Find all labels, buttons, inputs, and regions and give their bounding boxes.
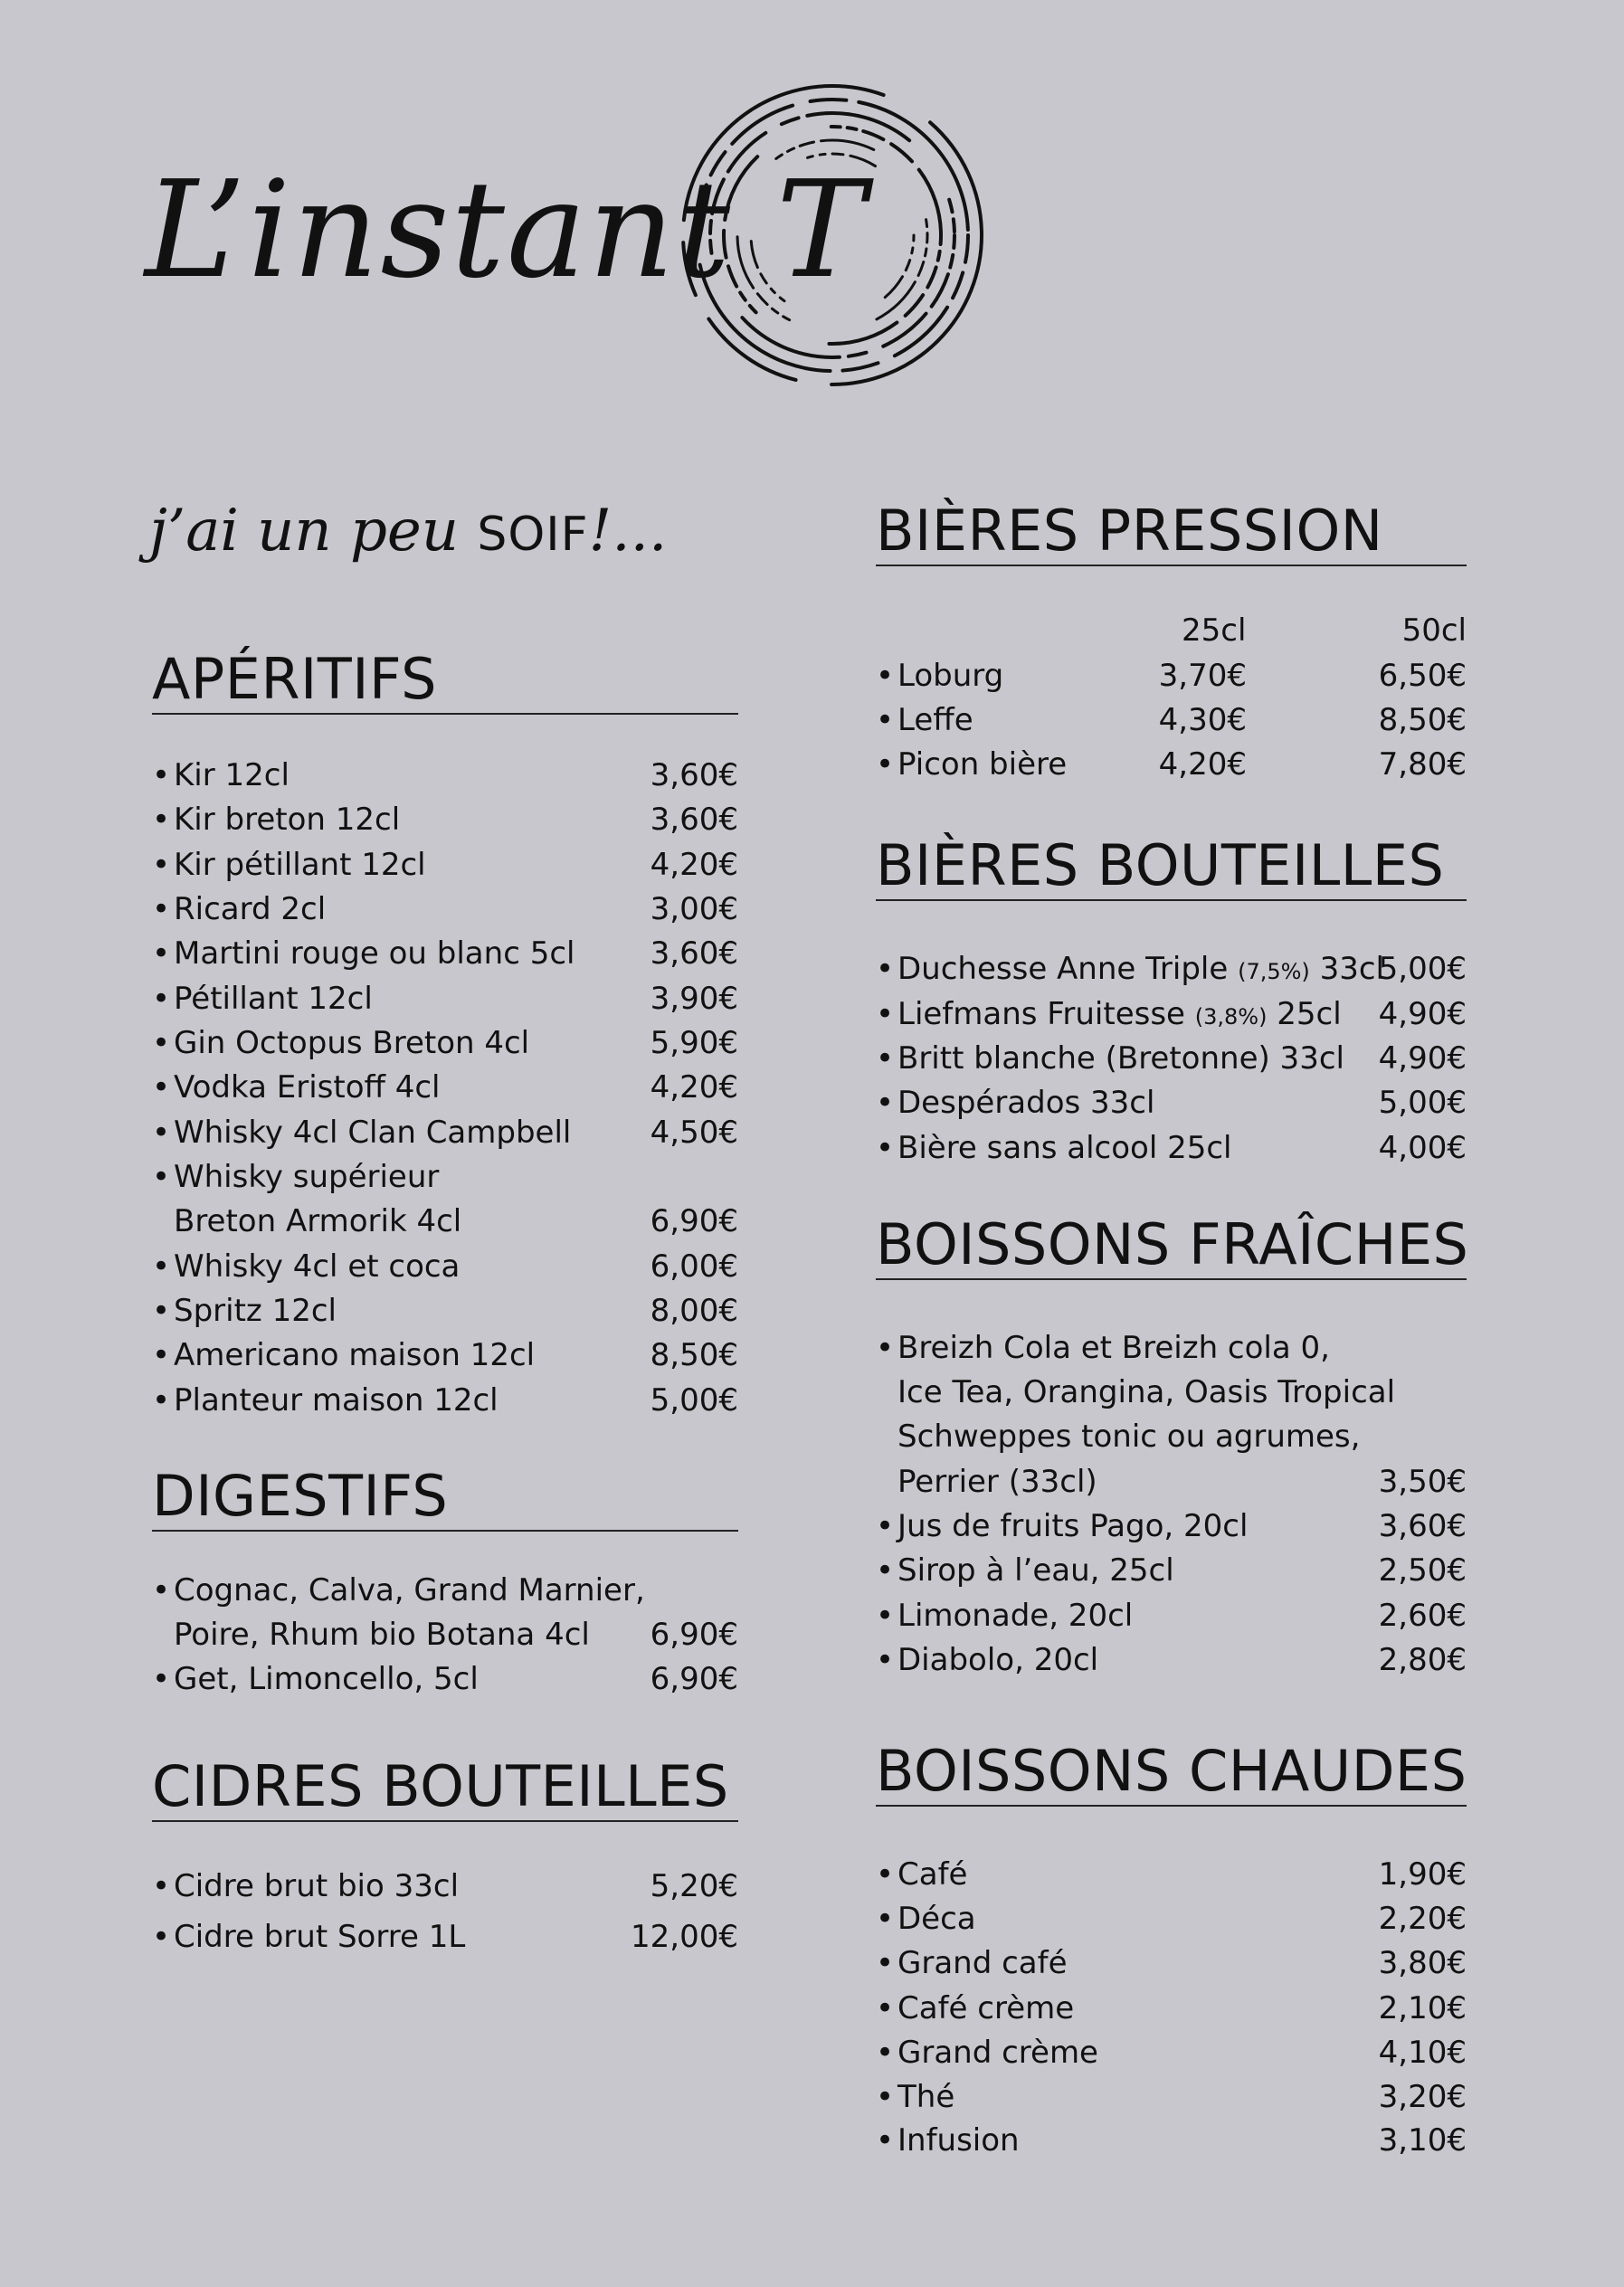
logo — [145, 77, 1013, 421]
section-title: BIÈRES PRESSION — [876, 503, 1467, 566]
section-title: CIDRES BOUTEILLES — [152, 1759, 738, 1822]
section-aperitifs: APÉRITIFS • Kir 12cl 3,60€ • Kir breton 12cl 3,60€ • Kir pétillant 12cl 4,20€ • Ricard 2cl 3,00€ • Martini rouge ou blanc 5cl 3,60€ • Pétillant 12cl 3,90€ • Gin Octopus Breton 4cl 5,90€ • Vodka Eristoff 4cl 4,20€ • Whisky 4cl Clan Campbell 4,50€ • Whisky supérieur Breton Armorik 4cl 6,90€ • Whisky 4cl et coca 6,00€ • Spritz 12cl 8,00€ • Americano maison 12cl 8,50€ • Planteur maison 12cl 5,00€ — [152, 646, 738, 1419]
section-cidres: CIDRES BOUTEILLES • Cidre brut bio 33cl 5,20€ • Cidre brut Sorre 1L 12,00€ — [152, 1753, 738, 1955]
tagline-emphasis: SOIF — [477, 508, 589, 562]
logo-rings-icon — [679, 77, 986, 421]
column-header-50cl: 50cl — [1401, 612, 1467, 649]
tagline-text: j’ai un peu — [149, 498, 459, 565]
section-boissons-fraiches: BOISSONS FRAÎCHES • Breizh Cola et Breizh cola 0, Ice Tea, Orangina, Oasis Tropical Schweppes tonic ou agrumes, Perrier (33cl) 3,50€ • Jus de fruits Pago, 20cl 3,60€ • Sirop à l’eau, 25cl 2,50€ • Limonade, 20cl 2,60€ • Diabolo, 20cl 2,80€ — [876, 1211, 1469, 1678]
brand-name: L’instant T — [145, 152, 868, 308]
section-digestifs: DIGESTIFS • Cognac, Calva, Grand Marnier, Poire, Rhum bio Botana 4cl 6,90€ • Get, Limoncello, 5cl 6,90€ — [152, 1463, 738, 1697]
tagline-end: !... — [588, 498, 668, 565]
section-title: BOISSONS FRAÎCHES — [876, 1217, 1467, 1280]
section-title: APÉRITIFS — [152, 651, 738, 715]
section-bieres-pression: BIÈRES PRESSION 25cl 50cl • Loburg 3,70€ 6,50€ • Leffe 4,30€ 8,50€ • Picon bière 4,20€ 7,80€ — [876, 498, 1467, 783]
tagline — [149, 498, 668, 565]
section-bieres-bouteilles: BIÈRES BOUTEILLES • Duchesse Anne Triple (7,5%) 33cl 5,00€ • Liefmans Fruitesse (3,8%) 25cl 4,90€ • Britt blanche (Bretonne) 33cl 4,90€ • Despérados 33cl 5,00€ • Bière sans alcool 25cl 4,00€ — [876, 832, 1467, 1166]
section-boissons-chaudes: BOISSONS CHAUDES • Café 1,90€ • Déca 2,20€ • Grand café 3,80€ • Café crème 2,10€ • Grand crème 4,10€ • Thé 3,20€ • Infusion 3,10€ — [876, 1738, 1467, 2159]
section-title: BIÈRES BOUTEILLES — [876, 838, 1467, 901]
column-header-25cl: 25cl — [1182, 612, 1247, 649]
section-title: DIGESTIFS — [152, 1468, 738, 1532]
section-title: BOISSONS CHAUDES — [876, 1743, 1467, 1807]
